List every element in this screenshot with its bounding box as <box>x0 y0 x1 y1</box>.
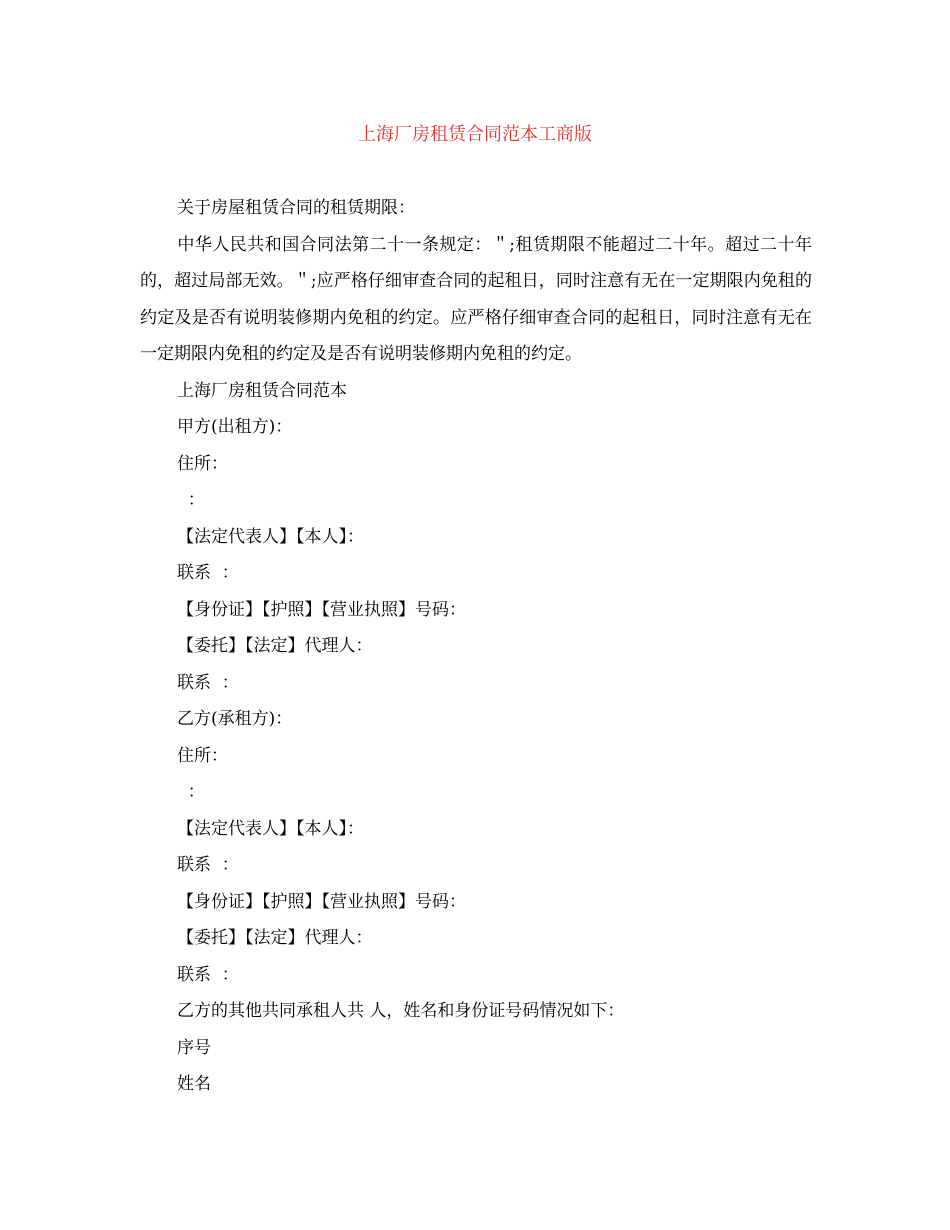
party-b-agent: 【委托】【法定】代理人： <box>177 928 373 948</box>
intro-paragraph: 中华人民共和国合同法第二十一条规定：＂;租赁期限不能超过二十年。超过二十年的，超过局部无效。＂;应严格仔细审查合同的起租日，同时注意有无在一定期限内免租的约定及是否有说明装修期内免租的约定。应严格仔细审查合同的起租日，同时注意有无在一定期限内免租的约定及是否有说明装修期内免租的约定。 <box>140 234 812 364</box>
party-b-blank-field: ： <box>177 782 205 802</box>
party-b-address: 住所： <box>177 745 228 766</box>
party-a-address: 住所： <box>177 453 228 474</box>
document-body <box>140 190 812 1103</box>
party-b-agent-contact: 联系 ： <box>177 964 239 985</box>
intro-heading: 关于房屋租赁合同的租赁期限： <box>177 198 415 218</box>
party-b-label: 乙方(承租方)： <box>177 709 293 729</box>
party-a-label: 甲方(出租方)： <box>177 417 293 437</box>
party-a-agent: 【委托】【法定】代理人： <box>177 636 373 656</box>
document-title: 上海厂房租赁合同范本工商版 <box>358 124 592 145</box>
contract-subtitle: 上海厂房租赁合同范本 <box>177 380 347 401</box>
party-b-contact: 联系 ： <box>177 855 239 875</box>
party-a-blank-field: ： <box>177 490 205 510</box>
party-a-id-number: 【身份证】【护照】【营业执照】号码： <box>177 599 466 620</box>
party-a-legal-rep: 【法定代表人】【本人】： <box>177 526 364 547</box>
table-header-name: 姓名 <box>177 1074 211 1094</box>
co-tenants-statement: 乙方的其他共同承租人共 人，姓名和身份证号码情况如下： <box>177 1001 625 1021</box>
table-header-index: 序号 <box>177 1037 211 1058</box>
party-b-legal-rep: 【法定代表人】【本人】： <box>177 818 364 839</box>
party-b-id-number: 【身份证】【护照】【营业执照】号码： <box>177 891 466 912</box>
party-a-agent-contact: 联系 ： <box>177 672 239 693</box>
party-a-contact: 联系 ： <box>177 563 239 583</box>
